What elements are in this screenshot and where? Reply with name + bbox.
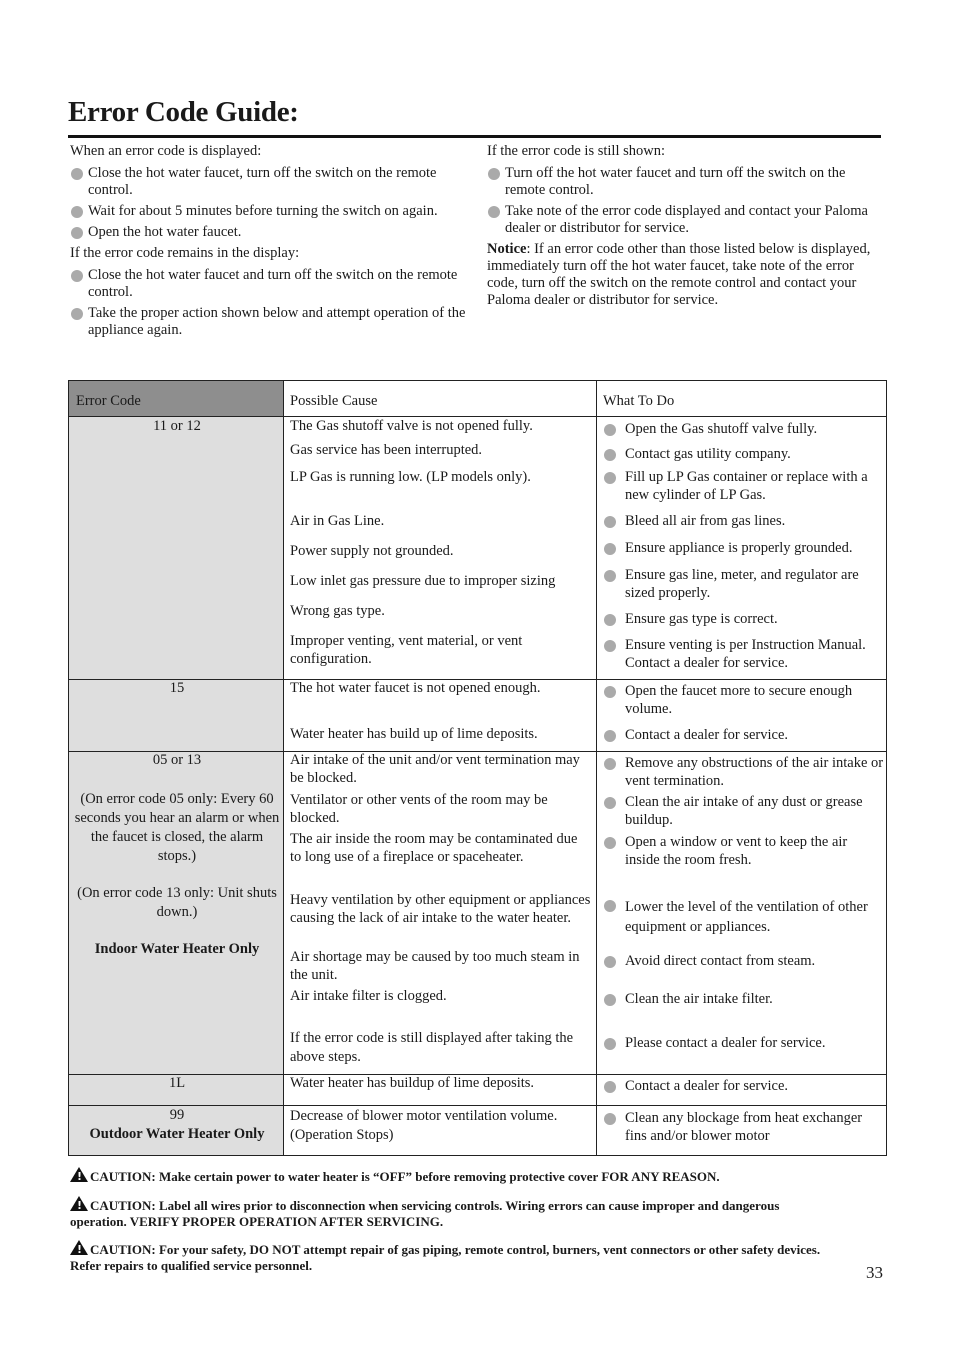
table-cell-cause: Air in Gas Line. xyxy=(290,513,385,529)
bullet-dot-icon xyxy=(71,206,83,218)
table-cell-action: Contact gas utility company. xyxy=(604,446,884,464)
table-cell-action: Lower the level of the ventilation of other equipment or appliances. xyxy=(604,897,884,937)
table-cell-action: Contact a dealer for service. xyxy=(604,727,884,745)
bullet-dot-icon xyxy=(488,168,500,180)
row-divider xyxy=(68,1105,887,1106)
bullet-dot-icon xyxy=(71,270,83,282)
bullet-dot-icon xyxy=(71,308,83,320)
bullet-dot-icon xyxy=(604,1038,616,1050)
caution-note: !CAUTION: Label all wires prior to disconnection when servicing controls. Wiring errors can cause improper and dangerous operation. VERIFY PROPER OPERATION AFTER SERVICING. xyxy=(70,1196,830,1230)
table-cell-cause: LP Gas is running low. (LP models only). xyxy=(290,469,531,485)
title-rule xyxy=(68,135,881,138)
bullet-dot-icon xyxy=(604,686,616,698)
list-item: Close the hot water faucet and turn off the switch on the remote control. xyxy=(70,267,470,301)
bullet-dot-icon xyxy=(604,900,616,912)
bullet-dot-icon xyxy=(604,570,616,582)
table-cell-cause: Heavy ventilation by other equipment or appliances causing the lack of air intake to the water heater. xyxy=(290,892,591,926)
bullet-dot-icon xyxy=(604,424,616,436)
table-cell-cause: Decrease of blower motor ventilation volume. (Operation Stops) xyxy=(290,1108,558,1143)
bullet-dot-icon xyxy=(604,614,616,626)
table-cell-action: Contact a dealer for service. xyxy=(604,1078,884,1096)
table-cell-action: Clean the air intake filter. xyxy=(604,991,884,1009)
table-cell-cause: If the error code is still displayed after taking the above steps. xyxy=(290,1030,574,1065)
list-item: Close the hot water faucet, turn off the switch on the remote control. xyxy=(70,165,470,199)
list-item: Open the hot water faucet. xyxy=(70,224,470,241)
header-what-to-do: What To Do xyxy=(603,393,675,409)
table-cell-action: Ensure gas type is correct. xyxy=(604,611,884,629)
bullet-dot-icon xyxy=(604,449,616,461)
table-cell-action: Fill up LP Gas container or replace with a new cylinder of LP Gas. xyxy=(604,469,884,504)
caution-note: !CAUTION: Make certain power to water heater is “OFF” before removing protective cover FOR ANY REASON. xyxy=(70,1167,830,1185)
bullet-dot-icon xyxy=(604,472,616,484)
table-cell-action: Open the faucet more to secure enough volume. xyxy=(604,683,884,718)
page-number: 33 xyxy=(866,1263,883,1282)
warning-triangle-icon xyxy=(70,1240,88,1255)
bullet-dot-icon xyxy=(604,543,616,555)
table-cell-action: Avoid direct contact from steam. xyxy=(604,953,884,971)
bullet-dot-icon xyxy=(71,168,83,180)
header-possible-cause: Possible Cause xyxy=(290,393,378,409)
intro-right xyxy=(487,143,887,314)
list-item: Turn off the hot water faucet and turn off the switch on the remote control. xyxy=(487,165,887,199)
error-code-05-13: 05 or 13 xyxy=(152,752,202,768)
list-item: Wait for about 5 minutes before turning the switch on again. xyxy=(70,203,470,220)
table-cell-cause: Gas service has been interrupted. xyxy=(290,442,483,458)
bullet-dot-icon xyxy=(604,640,616,652)
bullet-dot-icon xyxy=(71,227,83,239)
table-cell-action: Open a window or vent to keep the air inside the room fresh. xyxy=(604,834,884,869)
intro-paragraph: If the error code is still shown: xyxy=(487,143,665,159)
table-cell-action: Open the Gas shutoff valve fully. xyxy=(604,421,884,439)
notice-label: Notice xyxy=(487,241,527,257)
table-cell-action: Bleed all air from gas lines. xyxy=(604,513,884,531)
table-cell-cause: Ventilator or other vents of the room may be blocked. xyxy=(290,792,548,826)
bullet-dot-icon xyxy=(604,837,616,849)
warning-triangle-icon xyxy=(70,1167,88,1182)
row-divider xyxy=(68,416,887,417)
caution-note: !CAUTION: For your safety, DO NOT attempt repair of gas piping, remote control, burners, vent connectors or other safety devices. Refer repairs to qualified service personnel. xyxy=(70,1240,830,1274)
bullet-dot-icon xyxy=(604,994,616,1006)
table-cell-action: Remove any obstructions of the air intake or vent termination. xyxy=(604,755,884,790)
outdoor-only-note: Outdoor Water Heater Only xyxy=(89,1126,265,1142)
intro-paragraph: If the error code remains in the display: xyxy=(70,245,300,261)
table-cell-action: Ensure appliance is properly grounded. xyxy=(604,540,884,558)
table-cell-cause: The air inside the room may be contaminated due to long use of a fireplace or spaceheater. xyxy=(290,831,578,865)
table-cell-cause: Power supply not grounded. xyxy=(290,543,454,559)
error-code-15: 15 xyxy=(169,680,185,696)
table-cell-cause: Improper venting, vent material, or vent configuration. xyxy=(290,633,523,667)
table-cell-cause: Low inlet gas pressure due to improper sizing xyxy=(290,573,556,589)
table-cell-action: Ensure venting is per Instruction Manual. Contact a dealer for service. xyxy=(604,637,884,672)
table-cell-action: Ensure gas line, meter, and regulator are sized properly. xyxy=(604,567,884,602)
bullet-dot-icon xyxy=(604,797,616,809)
indoor-only-note: Indoor Water Heater Only xyxy=(94,941,260,957)
table-cell-action: Please contact a dealer for service. xyxy=(604,1035,884,1053)
bullet-dot-icon xyxy=(604,730,616,742)
page-title: Error Code Guide: xyxy=(68,96,299,128)
notice-text: : If an error code other than those listed below is displayed, immediately turn off the hot water faucet, take note of the error code, turn off the switch on the remote control and contact your Paloma dealer or distributor for service. xyxy=(487,241,871,308)
bullet-dot-icon xyxy=(488,206,500,218)
bullet-dot-icon xyxy=(604,1113,616,1125)
bullet-dot-icon xyxy=(604,1081,616,1093)
table-cell-cause: Wrong gas type. xyxy=(290,603,385,619)
table-cell-cause: Water heater has buildup of lime deposits. xyxy=(290,1075,535,1091)
intro-left xyxy=(70,143,470,343)
table-cell-cause: The Gas shutoff valve is not opened fully. xyxy=(290,418,533,434)
bullet-dot-icon xyxy=(604,956,616,968)
table-cell-cause: Water heater has build up of lime deposits. xyxy=(290,726,538,742)
column-divider xyxy=(596,380,597,1156)
bullet-dot-icon xyxy=(604,516,616,528)
list-item: Take the proper action shown below and attempt operation of the appliance again. xyxy=(70,305,470,339)
header-error-code: Error Code xyxy=(76,393,141,409)
error-code-1l: 1L xyxy=(168,1075,186,1091)
error-code-11-12: 11 or 12 xyxy=(153,418,201,434)
list-item: Take note of the error code displayed and contact your Paloma dealer or distributor for service. xyxy=(487,203,887,237)
error-code-note: (On error code 13 only: Unit shuts down.) xyxy=(77,885,277,920)
column-divider xyxy=(283,380,284,1156)
intro-paragraph: When an error code is displayed: xyxy=(70,143,262,159)
table-cell-cause: The hot water faucet is not opened enough. xyxy=(290,680,541,696)
table-cell-cause: Air intake filter is clogged. xyxy=(290,988,447,1004)
bullet-dot-icon xyxy=(604,758,616,770)
table-cell-cause: Air shortage may be caused by too much steam in the unit. xyxy=(290,949,580,983)
error-code-99: 99 xyxy=(169,1107,185,1123)
table-cell-action: Clean any blockage from heat exchanger fins and/or blower motor xyxy=(604,1110,884,1145)
warning-triangle-icon xyxy=(70,1196,88,1211)
notice-paragraph xyxy=(487,241,887,309)
error-code-note: (On error code 05 only: Every 60 seconds you hear an alarm or when the faucet is closed, the alarm stops.) xyxy=(74,791,280,864)
table-cell-cause: Air intake of the unit and/or vent termination may be blocked. xyxy=(290,752,580,786)
table-cell-action: Clean the air intake of any dust or grease buildup. xyxy=(604,794,884,829)
